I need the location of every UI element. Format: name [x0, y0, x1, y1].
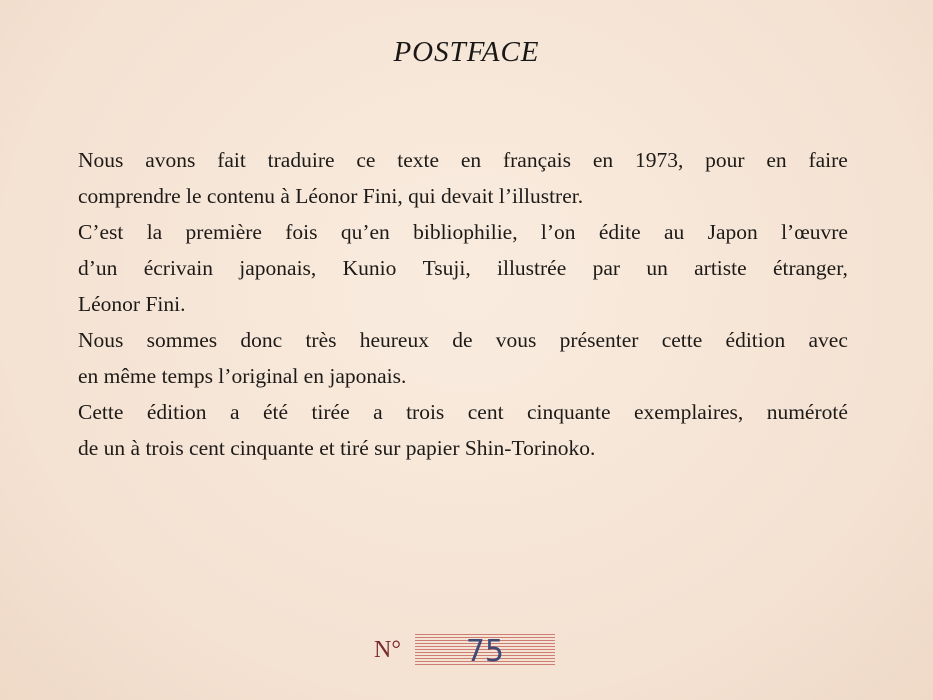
word: faire: [808, 148, 848, 172]
word: édite: [598, 220, 641, 244]
word: japonais,: [239, 256, 317, 280]
word: ce: [356, 148, 376, 172]
word: édition: [146, 400, 207, 424]
postface-text: [78, 142, 848, 466]
number-value: 75: [465, 634, 505, 669]
word: 1973,: [634, 148, 684, 172]
word: par: [592, 256, 621, 280]
word: Tsuji,: [422, 256, 471, 280]
word: en: [592, 148, 614, 172]
word: cent: [467, 400, 504, 424]
word: très: [305, 328, 337, 352]
word: vous: [495, 328, 537, 352]
word: bibliophilie,: [413, 220, 518, 244]
text-line-5: Léonor Fini.: [78, 292, 186, 316]
word: pour: [705, 148, 745, 172]
word: fait: [217, 148, 246, 172]
word: un: [646, 256, 668, 280]
text-line-8: [78, 394, 848, 430]
word: texte: [397, 148, 440, 172]
word: exemplaires,: [634, 400, 744, 424]
word: cinquante: [527, 400, 611, 424]
word: édition: [725, 328, 786, 352]
word: artiste: [694, 256, 747, 280]
text-line-3: [78, 214, 848, 250]
word: en: [460, 148, 482, 172]
word: au: [663, 220, 685, 244]
word: de: [452, 328, 473, 352]
word: a: [229, 400, 240, 424]
word: fois: [285, 220, 318, 244]
word: trois: [406, 400, 445, 424]
word: français: [502, 148, 572, 172]
page-title: POSTFACE: [393, 36, 540, 68]
word: heureux: [359, 328, 429, 352]
word: traduire: [267, 148, 335, 172]
word: Kunio: [342, 256, 397, 280]
word: la: [146, 220, 163, 244]
word: écrivain: [143, 256, 213, 280]
word: étranger,: [772, 256, 848, 280]
word: illustrée: [497, 256, 567, 280]
word: sommes: [146, 328, 218, 352]
word: présenter: [559, 328, 639, 352]
word: Nous: [78, 328, 124, 352]
text-line-7: en même temps l’original en japonais.: [78, 364, 407, 388]
word: numéroté: [766, 400, 848, 424]
text-line-6: [78, 322, 848, 358]
word: Nous: [78, 148, 124, 172]
word: donc: [240, 328, 283, 352]
number-field: [415, 634, 555, 669]
text-line-9: de un à trois cent cinquante et tiré sur papier Shin-Torinoko.: [78, 436, 596, 460]
text-line-1: [78, 142, 848, 178]
word: cette: [661, 328, 703, 352]
text-line-2: comprendre le contenu à Léonor Fini, qui devait l’illustrer.: [78, 184, 584, 208]
word: en: [766, 148, 787, 172]
word: été: [262, 400, 289, 424]
word: l’on: [540, 220, 576, 244]
word: C’est: [78, 220, 124, 244]
word: a: [373, 400, 383, 424]
number-label: N°: [374, 636, 401, 663]
edition-number: [374, 630, 555, 670]
word: Japon: [707, 220, 758, 244]
word: d’un: [78, 256, 118, 280]
word: avons: [145, 148, 196, 172]
word: tirée: [311, 400, 350, 424]
word: l’œuvre: [781, 220, 848, 244]
word: première: [185, 220, 262, 244]
word: qu’en: [340, 220, 390, 244]
word: avec: [808, 328, 848, 352]
word: Cette: [78, 400, 124, 424]
text-line-4: [78, 250, 848, 286]
